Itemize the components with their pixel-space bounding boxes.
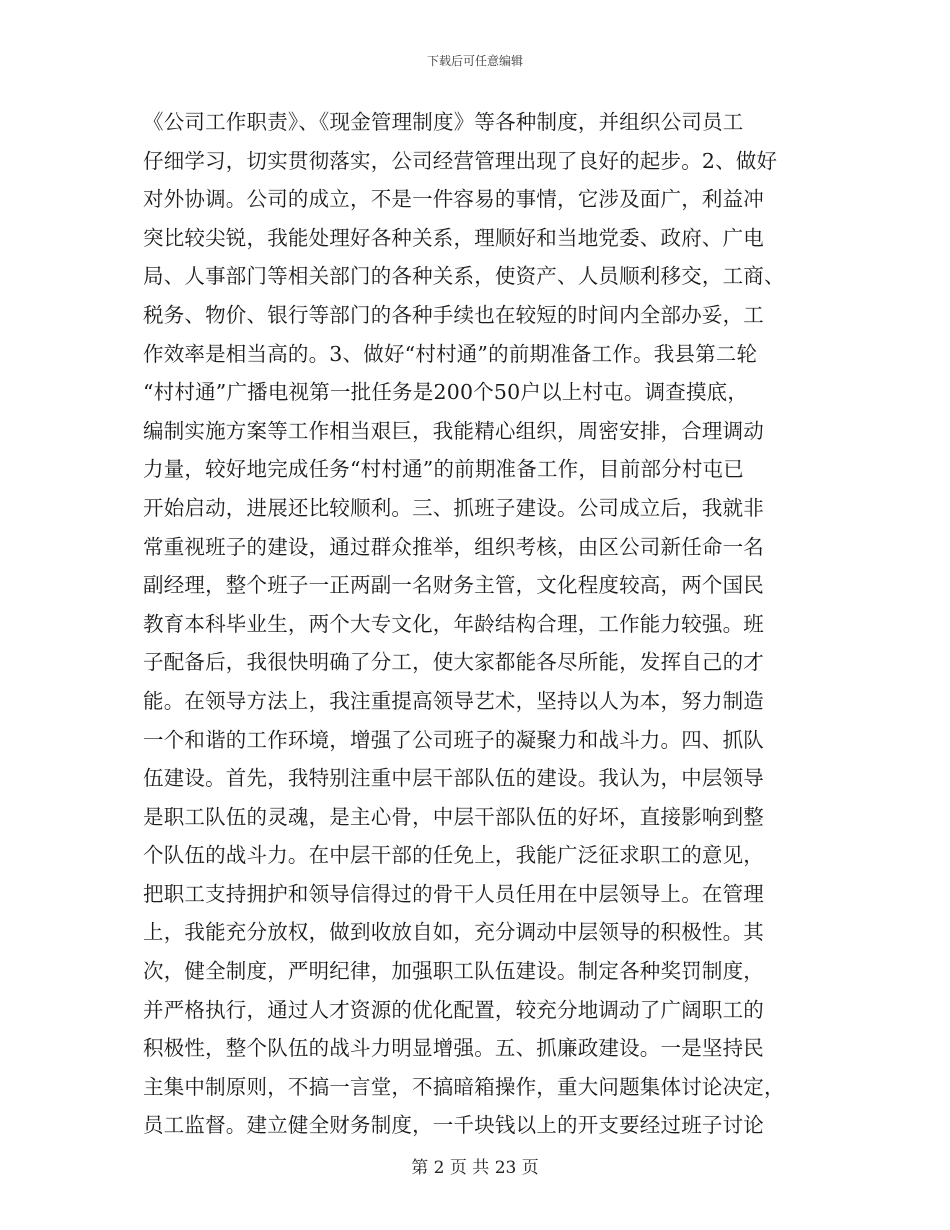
text-line: 员工监督。建立健全财务制度，一千块钱以上的开支要经过班子讨论 (143, 1113, 764, 1138)
text-line: 上，我能充分放权，做到收放自如，充分调动中层领导的积极性。其 (143, 920, 764, 945)
text-line: “村村通”广播电视第一批任务是200个50户以上村屯。调查摸底， (143, 380, 749, 405)
page-footer: 第 2 页 共 23 页 (411, 1158, 539, 1178)
text-line: 《公司工作职责》、《现金管理制度》等各种制度，并组织公司员工 (143, 110, 744, 134)
text-line: 把职工支持拥护和领导信得过的骨干人员任用在中层领导上。在管理 (143, 881, 764, 906)
text-line: 突比较尖锐，我能处理好各种关系，理顺好和当地党委、政府、广电 (143, 225, 764, 250)
text-line: 个队伍的战斗力。在中层干部的任免上，我能广泛征求职工的意见， (143, 843, 764, 868)
text-line: 是职工队伍的灵魂，是主心骨，中层干部队伍的好坏，直接影响到整 (143, 804, 764, 829)
text-line: 教育本科毕业生，两个大专文化，年龄结构合理，工作能力较强。班 (143, 611, 764, 636)
text-line: 能。在领导方法上，我注重提高领导艺术，坚持以人为本，努力制造 (143, 688, 764, 713)
text-line: 作效率是相当高的。3、做好“村村通”的前期准备工作。我县第二轮 (143, 341, 758, 366)
text-line: 对外协调。公司的成立，不是一件容易的事情，它涉及面广，利益冲 (143, 187, 764, 212)
text-line: 积极性，整个队伍的战斗力明显增强。五、抓廉政建设。一是坚持民 (143, 1036, 764, 1061)
text-line: 并严格执行，通过人才资源的优化配置，较充分地调动了广阔职工的 (143, 997, 764, 1022)
text-line: 次，健全制度，严明纪律，加强职工队伍建设。制定各种奖罚制度， (143, 959, 764, 984)
text-line: 编制实施方案等工作相当艰巨，我能精心组织，周密安排，合理调动 (143, 418, 764, 443)
text-line: 力量，较好地完成任务“村村通”的前期准备工作，目前部分村屯已 (143, 457, 744, 482)
text-line: 常重视班子的建设，通过群众推举，组织考核，由区公司新任命一名 (143, 534, 764, 559)
text-line: 副经理，整个班子一正两副一名财务主管，文化程度较高，两个国民 (143, 573, 764, 598)
document-body (143, 103, 807, 1145)
text-line: 仔细学习，切实贯彻落实，公司经营管理出现了良好的起步。2、做好 (143, 148, 778, 173)
text-line: 局、人事部门等相关部门的各种关系，使资产、人员顺利移交，工商、 (143, 264, 785, 289)
page-header: 下载后可任意编辑 (426, 54, 523, 68)
text-line: 开始启动，进展还比较顺利。三、抓班子建设。公司成立后，我就非 (143, 495, 764, 520)
text-line: 主集中制原则，不搞一言堂，不搞暗箱操作，重大问题集体讨论决定， (143, 1074, 785, 1099)
text-line: 税务、物价、银行等部门的各种手续也在较短的时间内全部办妥，工 (143, 302, 764, 327)
text-line: 伍建设。首先，我特别注重中层干部队伍的建设。我认为，中层领导 (143, 766, 764, 791)
text-line: 一个和谐的工作环境，增强了公司班子的凝聚力和战斗力。四、抓队 (143, 727, 764, 752)
text-line: 子配备后，我很快明确了分工，使大家都能各尽所能，发挥自己的才 (143, 650, 764, 675)
